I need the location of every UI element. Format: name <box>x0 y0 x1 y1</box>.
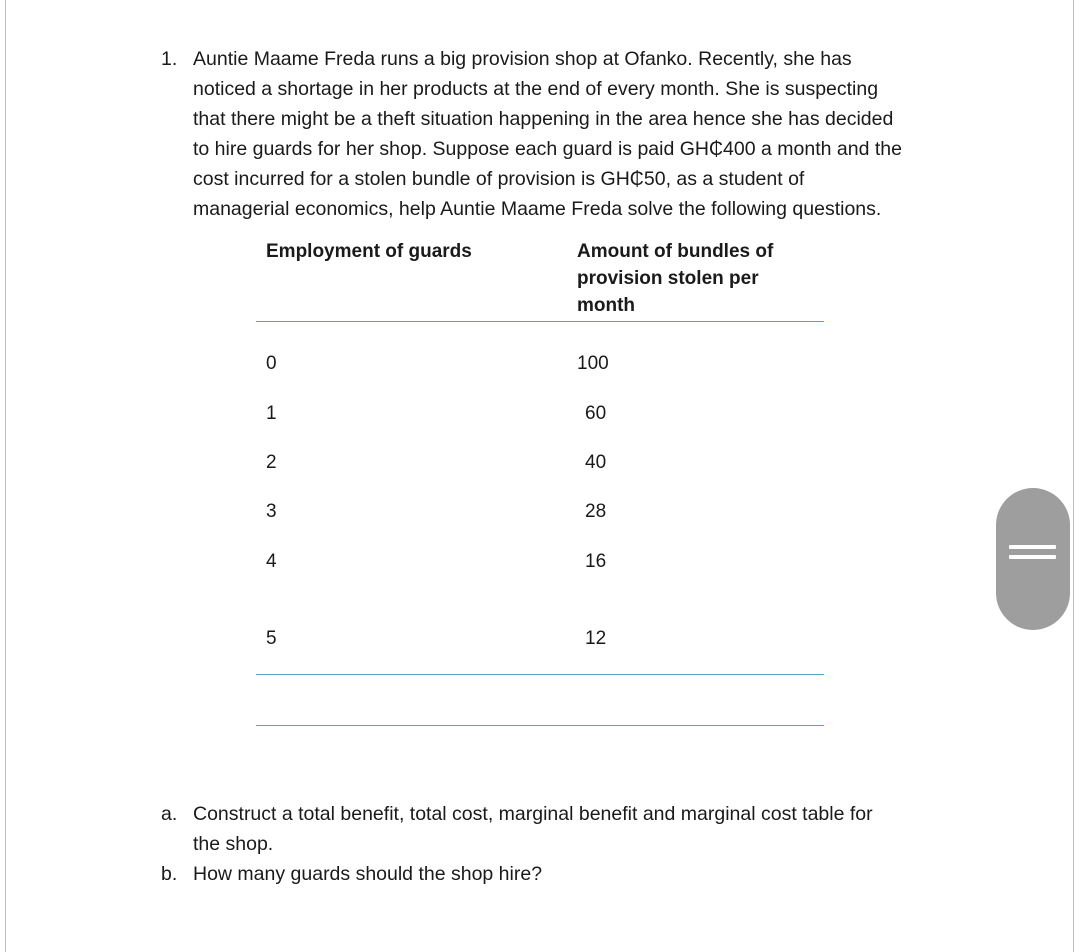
grip-line-icon <box>1009 545 1056 549</box>
subquestion-line: How many guards should the shop hire? <box>193 863 543 885</box>
header-line: Amount of bundles of <box>577 241 774 262</box>
subquestion-label: a. <box>161 803 178 825</box>
cell-guards: 1 <box>266 403 277 424</box>
cell-stolen: 28 <box>585 501 607 522</box>
cell-stolen: 12 <box>585 628 607 649</box>
cell-guards: 2 <box>266 452 277 473</box>
question-line: that there might be a theft situation happening in the area hence she has decided <box>193 108 894 130</box>
grip-line-icon <box>1009 555 1056 559</box>
cell-stolen: 100 <box>577 353 609 374</box>
header-line: month <box>577 295 636 316</box>
scroll-handle[interactable] <box>996 488 1070 630</box>
subquestion-line: Construct a total benefit, total cost, marginal benefit and marginal cost table for <box>193 803 873 825</box>
cell-stolen: 16 <box>585 551 607 572</box>
header-line: provision stolen per <box>577 268 759 289</box>
subquestion-label: b. <box>161 863 178 885</box>
page-border-left <box>5 0 6 952</box>
cell-stolen: 40 <box>585 452 607 473</box>
cell-guards: 0 <box>266 353 277 374</box>
question-line: Auntie Maame Freda runs a big provision shop at Ofanko. Recently, she has <box>193 48 852 70</box>
table-divider <box>256 674 824 675</box>
header-divider <box>256 321 824 322</box>
question-line: cost incurred for a stolen bundle of provision is GH₵50, as a student of <box>193 168 805 190</box>
header-employment-of-guards: Employment of guards <box>266 241 472 262</box>
question-line: noticed a shortage in her products at the end of every month. She is suspecting <box>193 78 879 100</box>
cell-guards: 3 <box>266 501 277 522</box>
cell-guards: 4 <box>266 551 277 572</box>
question-number: 1. <box>161 48 178 70</box>
page-border-right <box>1073 0 1074 952</box>
question-line: managerial economics, help Auntie Maame Freda solve the following questions. <box>193 198 882 220</box>
table-bottom-rule <box>256 725 824 726</box>
question-text <box>193 44 961 224</box>
subquestion-line: the shop. <box>193 833 274 855</box>
question-line: to hire guards for her shop. Suppose each guard is paid GH₵400 a month and the <box>193 138 902 160</box>
subquestion-b <box>161 859 961 889</box>
cell-guards: 5 <box>266 628 277 649</box>
cell-stolen: 60 <box>585 403 607 424</box>
question-1 <box>161 44 961 224</box>
header-amount-stolen <box>577 238 817 319</box>
subquestion-a <box>161 799 961 859</box>
